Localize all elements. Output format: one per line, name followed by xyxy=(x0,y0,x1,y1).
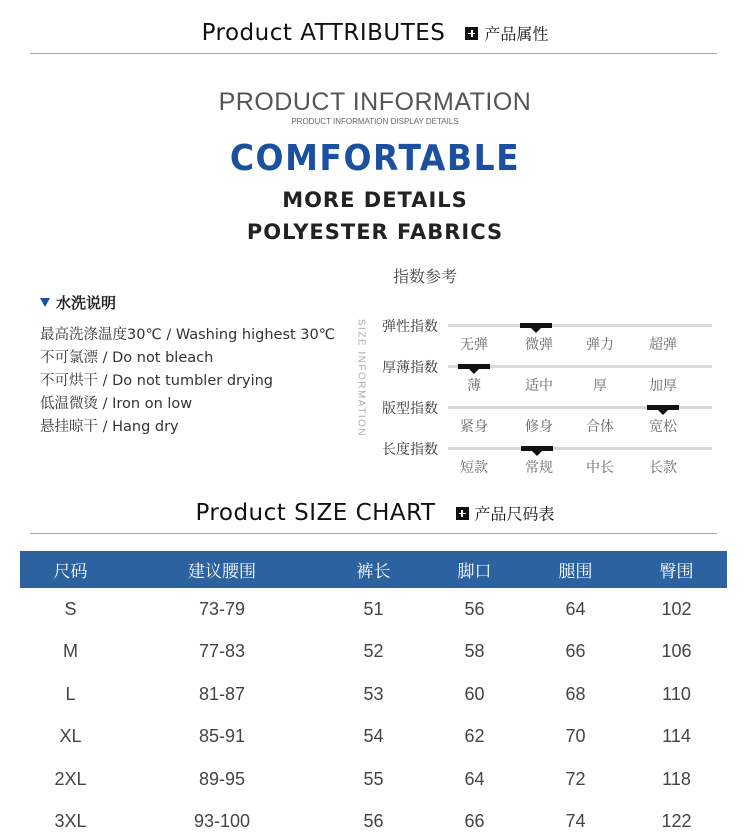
vertical-label-text: SIZE INFORMATION xyxy=(355,318,367,438)
table-cell: 106 xyxy=(661,641,692,662)
attr-track xyxy=(448,324,712,327)
wash-item: 不可烘干 / Do not tumbler drying xyxy=(40,373,273,389)
column-header: 脚口 xyxy=(424,551,525,588)
wash-title-text: 水洗说明 xyxy=(56,294,117,312)
table-cell: 122 xyxy=(661,811,692,832)
column-header: 建议腰围 xyxy=(121,551,323,588)
table-cell: 2XL xyxy=(54,768,87,789)
attr-option: 厚 xyxy=(593,378,607,394)
column-header: 尺码 xyxy=(20,551,121,588)
size-chart-title: Product SIZE CHART xyxy=(195,500,436,526)
table-cell: 74 xyxy=(565,811,586,832)
table-cell: 114 xyxy=(662,726,691,747)
column-header: 臀围 xyxy=(626,551,727,588)
attr-option: 长款 xyxy=(649,460,677,476)
attr-marker xyxy=(458,364,490,369)
column-header: 腿围 xyxy=(525,551,626,588)
attr-marker xyxy=(647,405,679,410)
attr-option: 宽松 xyxy=(649,419,677,435)
divider xyxy=(30,53,717,54)
table-cell: 53 xyxy=(363,683,384,704)
table-row xyxy=(20,758,727,801)
table-cell: 56 xyxy=(464,598,485,619)
wash-item: 悬挂晾干 / Hang dry xyxy=(40,419,179,435)
more-details: MORE DETAILS xyxy=(282,188,468,212)
wash-list xyxy=(40,323,335,438)
table-cell: 64 xyxy=(464,768,485,789)
table-row xyxy=(20,631,727,674)
table-cell: 81-87 xyxy=(198,683,246,704)
wash-item: 最高洗涤温度30℃ / Washing highest 30℃ xyxy=(40,327,336,343)
table-cell: 110 xyxy=(662,683,691,704)
attr-label: 长度指数 xyxy=(382,442,438,458)
attr-option: 弹力 xyxy=(586,337,614,353)
attr-option: 短款 xyxy=(460,460,488,476)
table-cell: 77-83 xyxy=(198,641,246,662)
table-row xyxy=(20,801,727,832)
attr-option: 紧身 xyxy=(460,419,488,435)
table-cell: 51 xyxy=(363,598,384,619)
table-cell: L xyxy=(65,683,76,704)
plus-square-icon xyxy=(456,507,469,520)
table-cell: 102 xyxy=(661,598,692,619)
table-cell: 3XL xyxy=(54,811,87,832)
table-cell: 54 xyxy=(363,726,384,747)
attr-option: 加厚 xyxy=(649,378,677,394)
table-header-row xyxy=(20,551,727,588)
wash-item: 低温微烫 / Iron on low xyxy=(40,396,193,412)
attr-label: 厚薄指数 xyxy=(382,360,438,376)
table-cell: 55 xyxy=(363,768,384,789)
table-cell: 66 xyxy=(565,641,586,662)
table-cell: XL xyxy=(59,726,82,747)
info-subtitle: PRODUCT INFORMATION DISPLAY DETAILS xyxy=(291,117,459,126)
table-cell: 64 xyxy=(565,598,586,619)
size-table xyxy=(20,551,727,832)
column-header: 裤长 xyxy=(323,551,424,588)
table-cell: 52 xyxy=(363,641,384,662)
wash-title xyxy=(40,292,116,313)
attr-option: 微弹 xyxy=(525,337,553,353)
table-cell: 72 xyxy=(565,768,586,789)
fabric-line: POLYESTER FABRICS xyxy=(246,220,504,244)
table-row xyxy=(20,588,727,631)
table-cell: 68 xyxy=(565,683,586,704)
attr-marker xyxy=(521,446,553,451)
info-title: PRODUCT INFORMATION xyxy=(218,88,532,116)
index-title: 指数参考 xyxy=(392,267,457,286)
plus-square-icon xyxy=(465,27,478,40)
triangle-down-icon xyxy=(40,298,50,307)
table-row xyxy=(20,716,727,759)
table-cell: 58 xyxy=(464,641,485,662)
table-cell: M xyxy=(63,641,78,662)
table-cell: 85-91 xyxy=(198,726,246,747)
attr-row-length xyxy=(382,439,722,480)
table-cell: 93-100 xyxy=(193,811,251,832)
table-cell: 89-95 xyxy=(198,768,246,789)
attr-label: 版型指数 xyxy=(382,401,438,417)
attributes-header-cn: 产品属性 xyxy=(484,24,549,44)
attr-label: 弹性指数 xyxy=(382,319,438,335)
attr-option: 薄 xyxy=(467,378,481,394)
table-cell: 60 xyxy=(464,683,485,704)
table-cell: 62 xyxy=(464,726,485,747)
wash-item: 不可氯漂 / Do not bleach xyxy=(40,350,214,366)
attributes-header-title: Product ATTRIBUTES xyxy=(201,20,446,46)
headline: COMFORTABLE xyxy=(229,136,521,179)
attr-option: 无弹 xyxy=(460,337,488,353)
size-chart-header xyxy=(0,500,750,526)
attr-option: 合体 xyxy=(586,419,614,435)
attr-option: 超弹 xyxy=(649,337,677,353)
attr-option: 常规 xyxy=(525,460,553,476)
attr-option: 适中 xyxy=(525,378,553,394)
attr-marker xyxy=(520,323,552,328)
attr-track xyxy=(448,447,712,450)
divider xyxy=(30,533,717,534)
table-cell: 66 xyxy=(464,811,485,832)
attr-option: 修身 xyxy=(525,419,553,435)
attr-row-thickness xyxy=(382,357,722,398)
table-cell: S xyxy=(64,598,77,619)
vertical-label xyxy=(349,318,373,438)
attr-row-fit xyxy=(382,398,722,439)
attributes-header xyxy=(0,20,750,46)
table-cell: 70 xyxy=(565,726,586,747)
table-cell: 73-79 xyxy=(198,598,246,619)
table-row xyxy=(20,673,727,716)
table-cell: 56 xyxy=(363,811,384,832)
size-chart-cn: 产品尺码表 xyxy=(474,504,555,524)
attr-option: 中长 xyxy=(586,460,614,476)
attr-row-elasticity xyxy=(382,316,722,357)
table-cell: 118 xyxy=(662,768,691,789)
